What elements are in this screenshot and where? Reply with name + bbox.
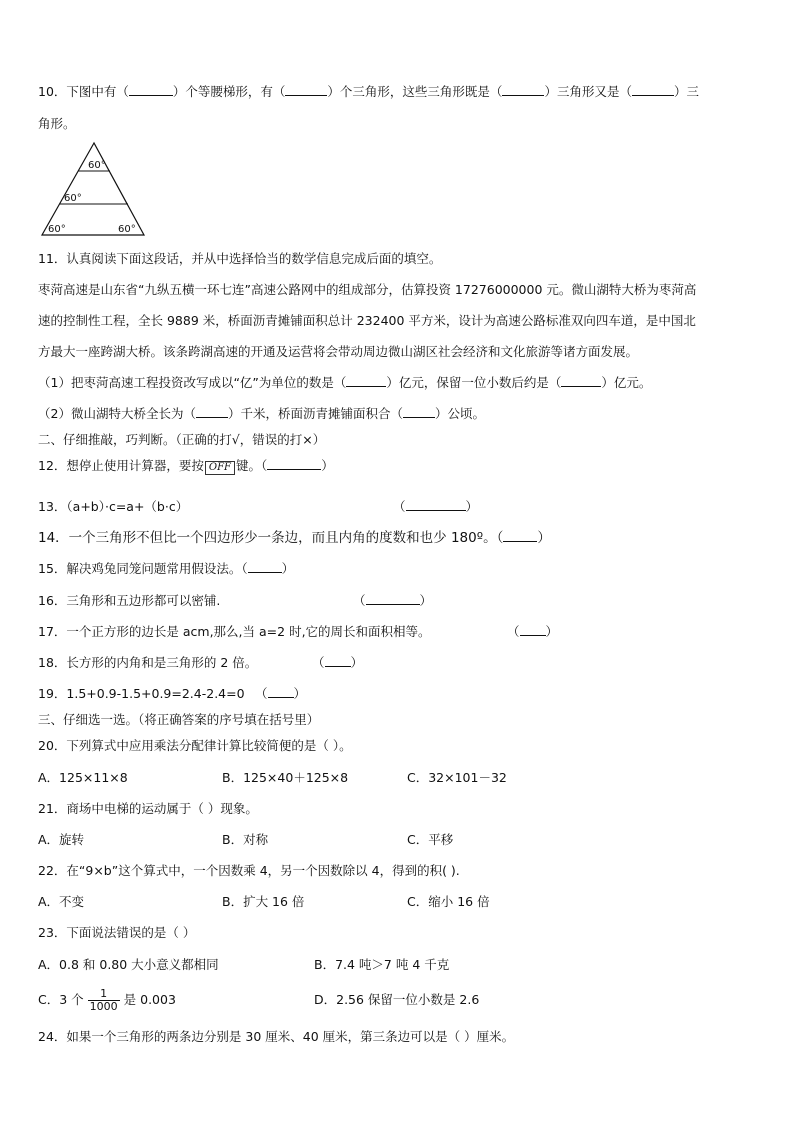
q10-text: ）三角形又是（: [544, 84, 632, 99]
q16-answer: （ ）: [353, 593, 433, 608]
q23-option-a[interactable]: A．0.8 和 0.80 大小意义都相同: [38, 957, 219, 972]
q11-blank-2[interactable]: [561, 375, 601, 387]
q19: 19．1.5+0.9-1.5+0.9=2.4-2.4=0: [38, 686, 245, 701]
section-3-heading: 三、仔细选一选。（将正确答案的序号填在括号里）: [38, 712, 320, 727]
q23-option-b[interactable]: B．7.4 吨＞7 吨 4 千克: [314, 957, 450, 972]
q16-blank[interactable]: [366, 593, 420, 605]
triangle-outline: [42, 143, 144, 235]
q11-blank-3[interactable]: [196, 406, 228, 418]
q11-paragraph-1: 枣菏高速是山东省“九纵五横一环七连”高速公路网中的组成部分，估算投资 17276000000 元。微山湖特大桥为枣菏高: [38, 282, 697, 297]
q13-blank[interactable]: [406, 499, 466, 511]
q22-option-c[interactable]: C．缩小 16 倍: [407, 894, 490, 909]
q16: 16．三角形和五边形都可以密铺.: [38, 593, 221, 608]
q10-text: ）三: [673, 84, 699, 99]
q18: 18．长方形的内角和是三角形的 2 倍。: [38, 655, 258, 670]
q17-blank[interactable]: [520, 624, 546, 636]
q22-option-b[interactable]: B．扩大 16 倍: [222, 894, 305, 909]
q10-text: 10．下图中有（: [38, 84, 129, 99]
q17: 17．一个正方形的边长是 acm,那么,当 a=2 时,它的周长和面积相等。: [38, 624, 431, 639]
fraction-one-thousandth: $\frac{1}{1000}$: [89, 987, 118, 1013]
q12-blank[interactable]: [267, 458, 321, 470]
q23-option-c[interactable]: C．3 个 $\frac{1}{1000}$ 是 0.003: [38, 987, 176, 1013]
q19-answer: （ ）: [255, 686, 307, 701]
q20-option-b[interactable]: B．125×40＋125×8: [222, 770, 349, 785]
q23-stem: 23．下面说法错误的是（ ）: [38, 925, 196, 940]
q24-stem: 24．如果一个三角形的两条边分别是 30 厘米、40 厘米，第三条边可以是（ ）厘米。: [38, 1029, 515, 1044]
section-2-heading: 二、仔细推敲，巧判断。（正确的打√，错误的打×）: [38, 432, 326, 447]
q11-paragraph-2: 速的控制性工程，全长 9889 米，桥面沥青摊铺面积总计 232400 平方米，设计为高速公路标准双向四车道，是中国北: [38, 313, 696, 328]
q11-sub-1: （1）把枣菏高速工程投资改写成以“亿”为单位的数是（ ）亿元，保留一位小数后约是（ ）亿元。: [38, 375, 652, 390]
q11-blank-1[interactable]: [346, 375, 386, 387]
q10-line1: [38, 84, 699, 100]
q15: 15．解决鸡兔同笼问题常用假设法。（ ）: [38, 561, 295, 576]
q14: 14．一个三角形不但比一个四边形少一条边，而且内角的度数和也少 180º。（ ）: [38, 530, 551, 546]
q20-option-a[interactable]: A．125×11×8: [38, 770, 128, 785]
q12: 12．想停止使用计算器，要按 OFF 键。（ ）: [38, 458, 334, 473]
q11-sub-2: （2）微山湖特大桥全长为（ ）千米，桥面沥青摊铺面积合（ ）公顷。: [38, 406, 485, 421]
q10-blank-1[interactable]: [129, 84, 173, 96]
q14-blank[interactable]: [503, 530, 537, 542]
q11-intro: 11．认真阅读下面这段话，并从中选择恰当的数学信息完成后面的填空。: [38, 251, 442, 266]
q22-option-a[interactable]: A．不变: [38, 894, 85, 909]
angle-label-mid: 60°: [64, 193, 82, 204]
q18-answer: （ ）: [312, 655, 364, 670]
q10-text: ）个等腰梯形，有（: [172, 84, 286, 99]
q13: 13．（a+b）·c=a+（b·c）: [38, 499, 189, 514]
q10-blank-4[interactable]: [632, 84, 674, 96]
off-key-icon: OFF: [205, 461, 235, 475]
q23-option-d[interactable]: D．2.56 保留一位小数是 2.6: [314, 992, 480, 1007]
q11-paragraph-3: 方最大一座跨湖大桥。该条跨湖高速的开通及运营将会带动周边微山湖区社会经济和文化旅游等诸方面发展。: [38, 344, 639, 359]
angle-label-right: 60°: [118, 224, 136, 235]
q10-line2: 角形。: [38, 116, 76, 131]
q19-blank[interactable]: [268, 686, 294, 698]
q13-answer: （ ）: [393, 499, 479, 514]
q20-stem: 20．下列算式中应用乘法分配律计算比较简便的是（ ）。: [38, 738, 352, 753]
q10-blank-2[interactable]: [285, 84, 327, 96]
q11-blank-4[interactable]: [403, 406, 435, 418]
angle-label-left: 60°: [48, 224, 66, 235]
q10-triangle-figure: [38, 140, 148, 237]
q10-text: ）个三角形，这些三角形既是（: [327, 84, 503, 99]
q15-blank[interactable]: [248, 561, 282, 573]
q18-blank[interactable]: [325, 655, 351, 667]
angle-label-top: 60°: [88, 160, 106, 171]
q21-option-c[interactable]: C．平移: [407, 832, 454, 847]
q10-blank-3[interactable]: [502, 84, 544, 96]
q21-option-a[interactable]: A．旋转: [38, 832, 85, 847]
q21-stem: 21．商场中电梯的运动属于（ ）现象。: [38, 801, 258, 816]
q20-option-c[interactable]: C．32×101－32: [407, 770, 507, 785]
q17-answer: （ ）: [507, 624, 559, 639]
q21-option-b[interactable]: B．对称: [222, 832, 269, 847]
q22-stem: 22．在“9×b”这个算式中，一个因数乘 4，另一个因数除以 4，得到的积( ).: [38, 863, 460, 878]
